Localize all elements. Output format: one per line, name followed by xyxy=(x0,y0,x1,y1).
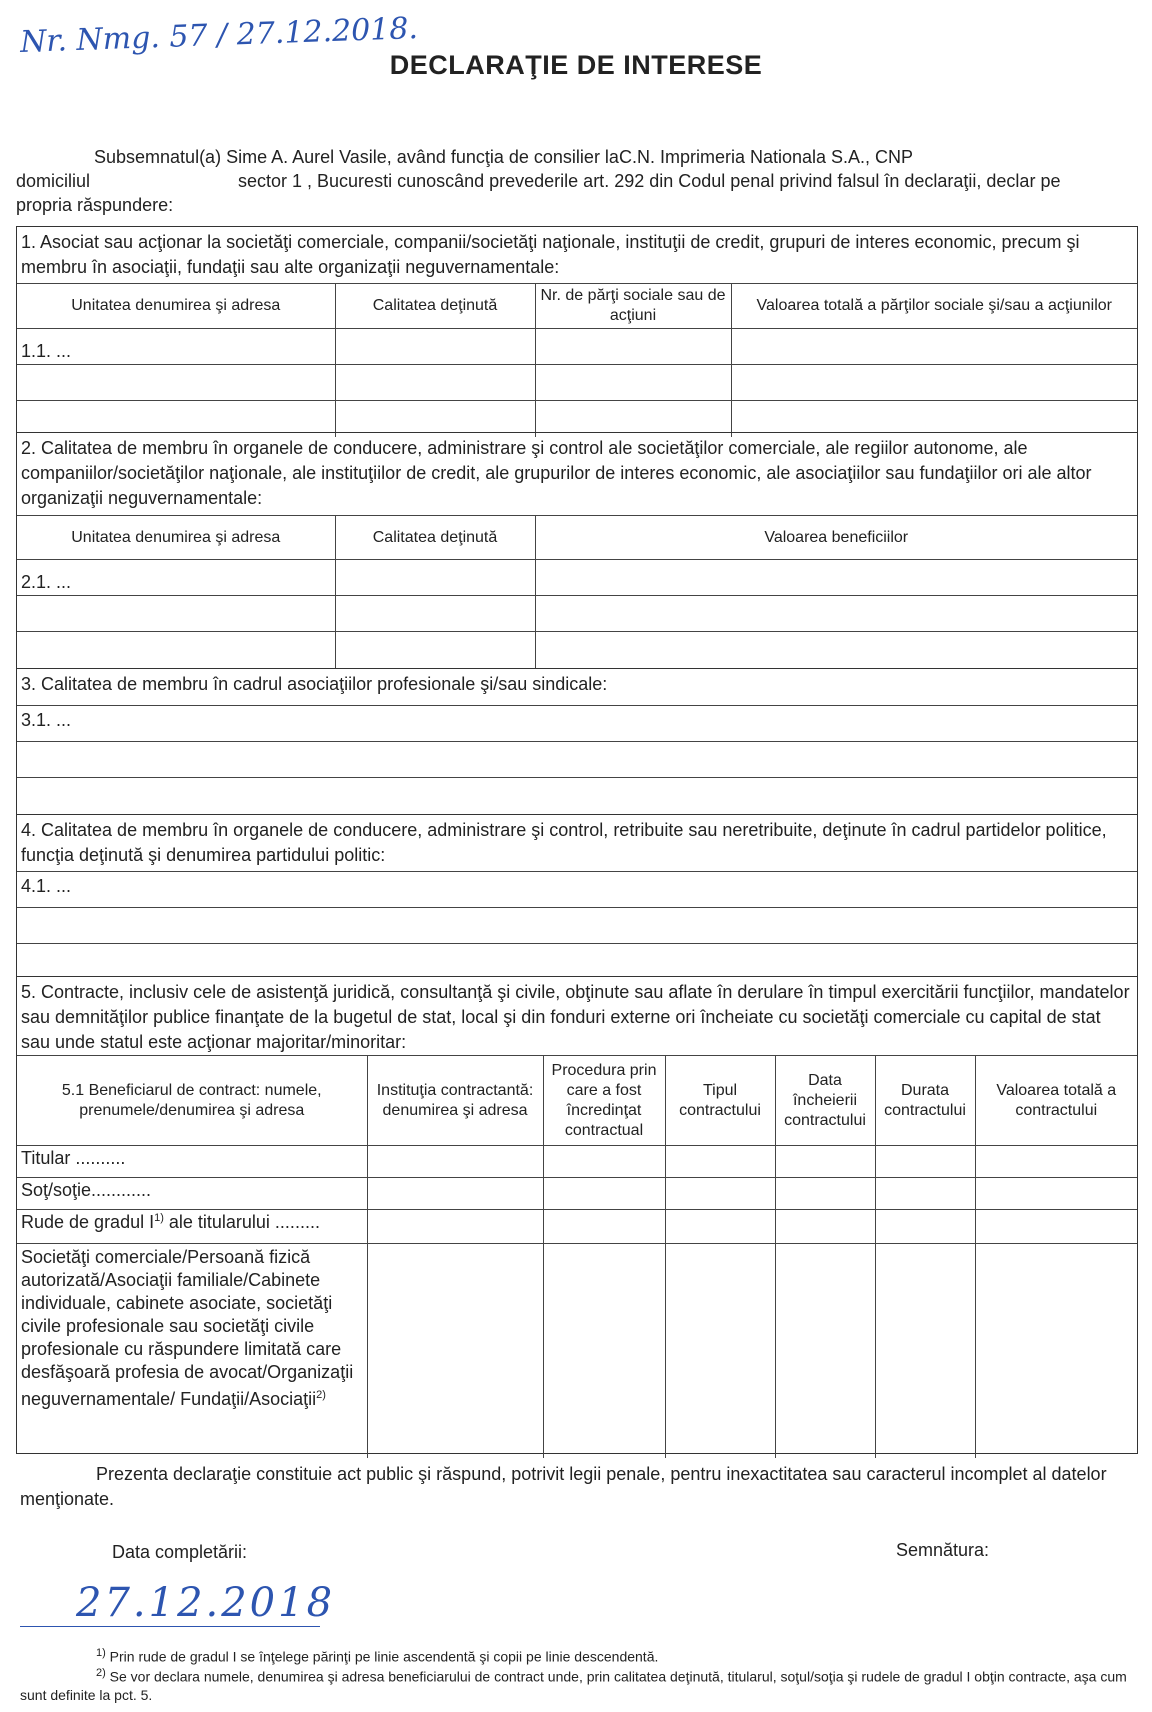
section-1 xyxy=(16,226,1138,433)
s5-cell[interactable] xyxy=(775,1210,875,1244)
s5-cell[interactable] xyxy=(875,1146,975,1178)
s1-row-2-cell[interactable] xyxy=(731,365,1137,401)
s5-cell[interactable] xyxy=(975,1178,1137,1210)
section-2-heading: 2. Calitatea de membru în organele de conducere, administrare şi control ale societăţilor comerciale, ale regiilor autonome, ale companiilor/societăţilor naţionale, ale instituţiilor de credit, ale grupurilor de interes economic, ale asociaţiilor sau fundaţiilor ori ale altor organizaţii neguvernamentale: xyxy=(21,438,1092,508)
s2-col-unitatea: Unitatea denumirea şi adresa xyxy=(17,516,335,560)
section-3-heading: 3. Calitatea de membru în cadrul asociaţiilor profesionale şi/sau sindicale: xyxy=(21,674,608,694)
s5-cell[interactable] xyxy=(367,1210,543,1244)
registration-number-handwritten: Nr. Nmg. 57 / 27.12.2018. xyxy=(19,11,419,60)
s1-col-valoarea: Valoarea totală a părţilor sociale şi/sau a acţiunilor xyxy=(731,284,1137,329)
s3-row-2[interactable] xyxy=(17,741,1137,777)
s5-row-societati[interactable] xyxy=(17,1244,367,1458)
s5-cell[interactable] xyxy=(665,1178,775,1210)
footnote-2-text: Se vor declara numele, denumirea şi adresa beneficiarului de contract unde, prin calitatea deţinută, titularul, soţul/soţia şi rudele de gradul I obţin contracte, aşa cum sunt definite la pct. 5. xyxy=(20,1668,1127,1703)
s2-row-2-cell[interactable] xyxy=(17,596,335,632)
s5-row-rude-a: Rude de gradul I xyxy=(21,1212,155,1232)
section-5-heading: 5. Contracte, inclusiv cele de asistenţă juridică, consultanţă şi civile, obţinute sau aflate în derulare în timpul exercitării funcţiilor, mandatelor sau demnităţilor publice finanţate de la bugetul de stat, local şi din fonduri externe ori încheiate cu societăţi comerciale cu capital de stat sau unde statul este acţionar majoritar/minoritar: xyxy=(21,982,1130,1052)
s1-row-1-cell[interactable] xyxy=(535,329,731,365)
section-1-table xyxy=(17,283,1137,437)
section-1-heading: 1. Asociat sau acţionar la societăţi comerciale, companii/societăţi naţionale, instituţii de credit, grupuri de interes economic, precum şi membru în asociaţii, fundaţii sau alte organizaţii neguvernamentale: xyxy=(21,232,1080,277)
public-act-statement: Prezenta declaraţie constituie act public şi răspund, potrivit legii penale, pentru inexactitatea sau caracterul incomplet al datelor menţionate. xyxy=(20,1464,1107,1509)
intro-line-1: Subsemnatul(a) Sime A. Aurel Vasile, având funcţia de consilier laC.N. Imprimeria Nationala S.A., CNP xyxy=(94,147,914,167)
section-3 xyxy=(16,668,1138,815)
s1-row-1-label[interactable]: 1.1. ... xyxy=(17,329,335,365)
page-title: DECLARAŢIE DE INTERESE xyxy=(389,50,763,80)
s5-cell[interactable] xyxy=(367,1244,543,1458)
footnote-2 xyxy=(20,1664,1140,1704)
s2-row-3-cell[interactable] xyxy=(335,632,535,668)
s5-col-beneficiar: 5.1 Beneficiarul de contract: numele, prenumele/denumirea şi adresa xyxy=(17,1056,367,1146)
s4-row-2[interactable] xyxy=(17,907,1137,943)
intro-domiciliu: domiciliul xyxy=(16,171,91,191)
s2-row-1-label[interactable]: 2.1. ... xyxy=(17,560,335,596)
s5-cell[interactable] xyxy=(543,1244,665,1458)
signature-label: Semnătura: xyxy=(896,1540,990,1560)
s5-cell[interactable] xyxy=(665,1244,775,1458)
section-2-table xyxy=(17,515,1137,668)
s5-cell[interactable] xyxy=(775,1146,875,1178)
s5-cell[interactable] xyxy=(975,1146,1137,1178)
footnote-1-text: Prin rude de gradul I se înţelege părinţi pe linie ascendentă şi copii pe linie descendentă. xyxy=(109,1648,659,1665)
s5-row-titular[interactable]: Titular .......... xyxy=(17,1146,367,1178)
s2-row-3-cell[interactable] xyxy=(17,632,335,668)
s5-row-sot-sotie[interactable]: Soţ/soţie............ xyxy=(17,1178,367,1210)
s5-col-institutia: Instituţia contractantă: denumirea şi adresa xyxy=(367,1056,543,1146)
s5-cell[interactable] xyxy=(875,1210,975,1244)
section-5 xyxy=(16,976,1138,1454)
s5-cell[interactable] xyxy=(875,1178,975,1210)
s5-row-rude[interactable] xyxy=(17,1210,367,1244)
completion-date-handwritten: 27.12.2018 xyxy=(76,1580,336,1626)
date-underline xyxy=(20,1626,320,1627)
s1-col-unitatea: Unitatea denumirea şi adresa xyxy=(17,284,335,329)
intro-line-3: propria răspundere: xyxy=(16,195,174,215)
intro-line-2: sector 1 , Bucuresti cunoscând prevederile art. 292 din Codul penal privind falsul în declaraţii, declar pe xyxy=(238,171,1061,191)
s5-cell[interactable] xyxy=(665,1146,775,1178)
s5-col-valoarea: Valoarea totală a contractului xyxy=(975,1056,1137,1146)
s5-cell[interactable] xyxy=(875,1244,975,1458)
s1-col-calitatea: Calitatea deţinută xyxy=(335,284,535,329)
footnote-1 xyxy=(96,1644,1126,1666)
s5-cell[interactable] xyxy=(775,1178,875,1210)
s4-row-3[interactable] xyxy=(17,943,1137,979)
s5-cell[interactable] xyxy=(665,1210,775,1244)
s2-row-3-cell[interactable] xyxy=(535,632,1137,668)
section-2 xyxy=(16,432,1138,669)
s2-row-2-cell[interactable] xyxy=(535,596,1137,632)
footnote-1-mark: 1) xyxy=(96,1647,106,1659)
section-5-table xyxy=(17,1055,1137,1458)
s3-row-1[interactable]: 3.1. ... xyxy=(17,705,1137,741)
footnote-ref-1: 1) xyxy=(154,1212,164,1224)
s4-row-1[interactable]: 4.1. ... xyxy=(17,871,1137,907)
s5-cell[interactable] xyxy=(367,1178,543,1210)
s2-row-1-cell[interactable] xyxy=(335,560,535,596)
s5-col-tipul: Tipul contractului xyxy=(665,1056,775,1146)
s1-row-2-cell[interactable] xyxy=(535,365,731,401)
s2-row-2-cell[interactable] xyxy=(335,596,535,632)
s1-col-nr-parti: Nr. de părţi sociale sau de acţiuni xyxy=(535,284,731,329)
s2-col-calitatea: Calitatea deţinută xyxy=(335,516,535,560)
s5-col-durata: Durata contractului xyxy=(875,1056,975,1146)
s5-cell[interactable] xyxy=(543,1146,665,1178)
s5-cell[interactable] xyxy=(975,1210,1137,1244)
s5-row-societati-text: Societăţi comerciale/Persoană fizică autorizată/Asociaţii familiale/Cabinete individuale, cabinete asociate, societăţi civile profesionale sau societăţi civile profesionale cu răspundere limitată care desfăşoară profesia de avocat/Organizaţii neguvernamentale/ Fundaţii/Asociaţii xyxy=(21,1247,354,1409)
s2-col-valoarea: Valoarea beneficiilor xyxy=(535,516,1137,560)
s5-cell[interactable] xyxy=(543,1178,665,1210)
s5-row-rude-b: ale titularului ......... xyxy=(163,1212,320,1232)
s1-row-1-cell[interactable] xyxy=(731,329,1137,365)
footnote-ref-2: 2) xyxy=(316,1389,326,1401)
s5-cell[interactable] xyxy=(775,1244,875,1458)
s1-row-1-cell[interactable] xyxy=(335,329,535,365)
s5-col-procedura: Procedura prin care a fost încredinţat contractual xyxy=(543,1056,665,1146)
section-4-heading: 4. Calitatea de membru în organele de conducere, administrare şi control, retribuite sau neretribuite, deţinute în cadrul partidelor politice, funcţia deţinută şi denumirea partidului politic: xyxy=(21,820,1107,865)
s5-col-data: Data încheierii contractului xyxy=(775,1056,875,1146)
footnote-2-mark: 2) xyxy=(96,1667,106,1679)
s2-row-1-cell[interactable] xyxy=(535,560,1137,596)
s1-row-2-cell[interactable] xyxy=(335,365,535,401)
s1-row-2-cell[interactable] xyxy=(17,365,335,401)
s5-cell[interactable] xyxy=(543,1210,665,1244)
s3-row-3[interactable] xyxy=(17,777,1137,813)
section-4 xyxy=(16,814,1138,977)
s5-cell[interactable] xyxy=(367,1146,543,1178)
date-label: Data completării: xyxy=(112,1542,248,1562)
s5-cell[interactable] xyxy=(975,1244,1137,1458)
